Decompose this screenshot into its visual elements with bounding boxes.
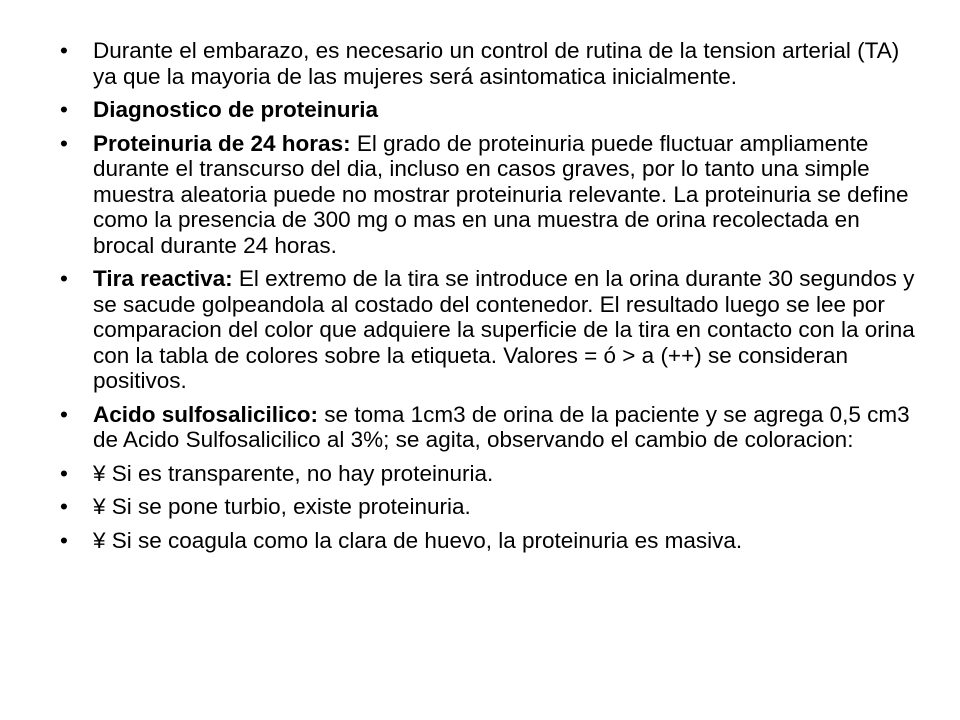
bullet-item (60, 97, 920, 123)
bullet-dot-icon: • (60, 460, 68, 486)
bullet-item (60, 266, 920, 394)
bullet-dot-icon: • (60, 494, 68, 519)
bullet-dot-icon: • (60, 130, 68, 156)
bullet-text: ¥ Si se coagula como la clara de huevo, la proteinuria es masiva. (93, 527, 743, 553)
bullet-dot-icon: • (60, 527, 68, 553)
bullet-bold-text: Diagnostico de proteinuria (93, 97, 379, 122)
bullet-list (60, 38, 920, 561)
bullet-item (60, 461, 920, 487)
bullet-item (60, 402, 920, 453)
bullet-bold-text: Proteinuria de 24 horas: (93, 130, 351, 156)
bullet-text: El grado de proteinuria puede fluctuar ampliamente durante el transcurso del dia, incluso en casos graves, por lo tanto una simple muestra aleatoria puede no mostrar proteinuria relevante. La proteinuria se define como la presencia de 300 mg o mas en una muestra de orina recolectada en brocal durante 24 horas. (93, 130, 909, 258)
bullet-bold-text: Tira reactiva: (93, 266, 233, 291)
bullet-dot-icon: • (60, 97, 68, 122)
bullet-text: El extremo de la tira se introduce en la orina durante 30 segundos y se sacude golpeandola al costado del contenedor. El resultado luego se lee por comparacion del color que adquiere la superficie de la tira en contacto con la orina con la tabla de colores sobre la etiqueta. Valores = ó > a (++) se consideran positivos. (93, 266, 915, 393)
bullet-item (60, 528, 920, 554)
bullet-item (60, 131, 920, 259)
bullet-dot-icon: • (60, 266, 68, 291)
bullet-item (60, 38, 920, 89)
bullet-text: se toma 1cm3 de orina de la paciente y se agrega 0,5 cm3 de Acido Sulfosalicilico al 3%; se agita, observando el cambio de coloracion: (93, 401, 910, 452)
bullet-text: ¥ Si es transparente, no hay proteinuria. (93, 460, 494, 486)
bullet-text: ¥ Si se pone turbio, existe proteinuria. (93, 494, 471, 519)
bullet-item (60, 494, 920, 520)
bullet-text: Durante el embarazo, es necesario un control de rutina de la tension arterial (TA) ya que la mayoria de las mujeres será asintomatica inicialmente. (93, 38, 900, 89)
bullet-dot-icon: • (60, 401, 68, 427)
bullet-bold-text: Acido sulfosalicilico: (93, 401, 319, 427)
bullet-dot-icon: • (60, 38, 68, 63)
